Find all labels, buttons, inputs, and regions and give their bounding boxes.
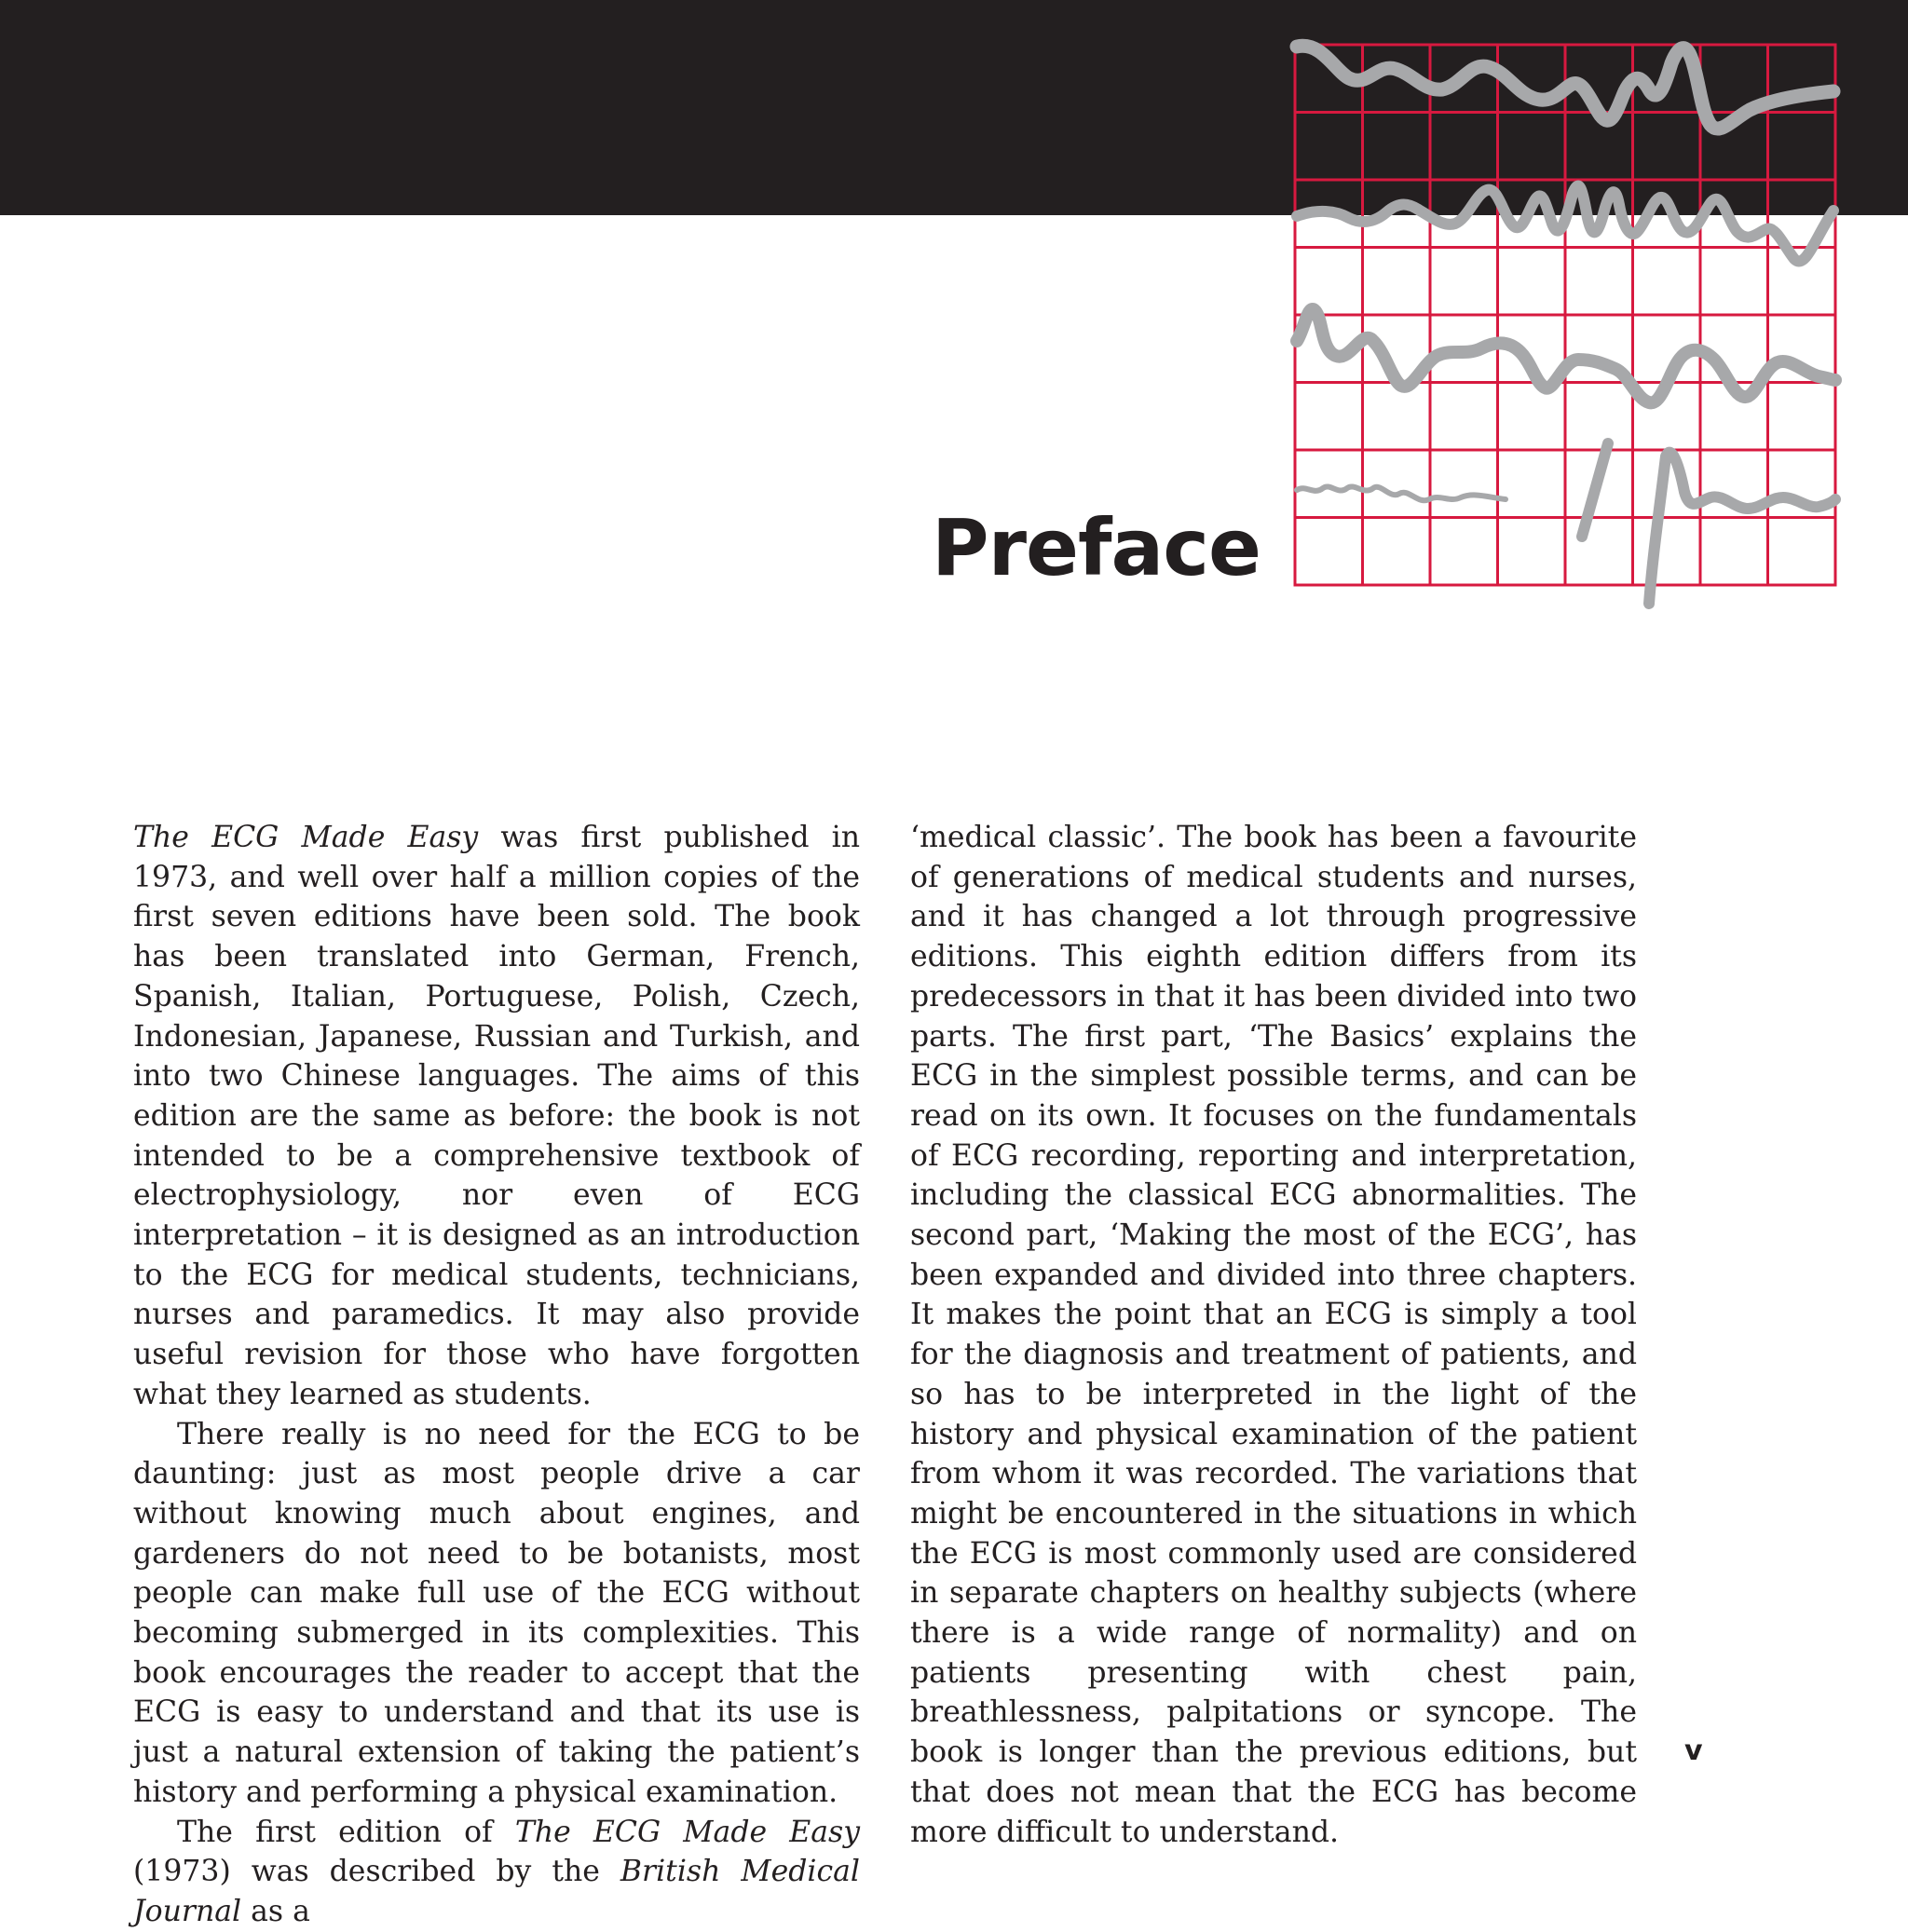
book-title-italic: The ECG Made Easy bbox=[133, 821, 479, 854]
paragraph-text: as a bbox=[241, 1894, 310, 1928]
paragraph-1 bbox=[133, 818, 860, 1415]
book-title-italic: The ECG Made Easy bbox=[514, 1815, 861, 1849]
paragraph-text: The first edition of bbox=[177, 1815, 515, 1849]
text-column-right bbox=[910, 818, 1637, 1852]
page-number: v bbox=[1684, 1735, 1703, 1767]
text-column-left bbox=[133, 818, 860, 1932]
paragraph-2: There really is no need for the ECG to be daunting: just as most people drive a car without knowing much about engines, and gardeners do not need to be botanists, most people can make full use of the ECG without becoming submerged in its complexities. This book encourages the reader to accept that the ECG is easy to understand and that its use is just a natural extension of taking the patient’s history and performing a physical examination. bbox=[133, 1417, 860, 1809]
paragraph-text: (1973) was described by the bbox=[133, 1855, 620, 1889]
paragraph-4: ‘medical classic’. The book has been a favourite of generations of medical students and nurses, and it has changed a lot through progressive editions. This eighth edition differs from its predecessors in that it has been divided into two parts. The first part, ‘The Basics’ explains the ECG in the simplest possible terms, and can be read on its own. It focuses on the fundamentals of ECG recording, reporting and interpretation, including the classical ECG abnormalities. The second part, ‘Making the most of the ECG’, has been expanded and divided into three chapters. It makes the point that an ECG is simply a tool for the diagnosis and treatment of patients, and so has to be interpreted in the light of the history and physical examination of the patient from whom it was recorded. The variations that might be encountered in the situations in which the ECG is most commonly used are considered in separate chapters on healthy subjects (where there is a wide range of normality) and on patients presenting with chest pain, breathlessness, palpitations or syncope. The book is longer than the previous editions, but that does not mean that the ECG has become more difficult to understand. bbox=[910, 821, 1637, 1849]
paragraph-3 bbox=[133, 1813, 860, 1932]
paragraph-text: was first published in 1973, and well over half a million copies of the first seven editions have been sold. The book has been translated into German, French, Spanish, Italian, Portuguese, Polish, Czech, Indonesian, Japanese, Russian and Turkish, and into two Chinese languages. The aims of this edition are the same as before: the book is not intended to be a comprehensive textbook of electrophysiology, nor even of ECG interpretation – it is designed as an introduction to the ECG for medical students, technicians, nurses and paramedics. It may also provide useful revision for those who have forgotten what they learned as students. bbox=[133, 821, 860, 1411]
journal-title-italic: British Medical Journal bbox=[133, 1855, 860, 1928]
page-title: Preface bbox=[932, 502, 1261, 593]
ecg-trace-grid-icon bbox=[1284, 34, 1843, 611]
